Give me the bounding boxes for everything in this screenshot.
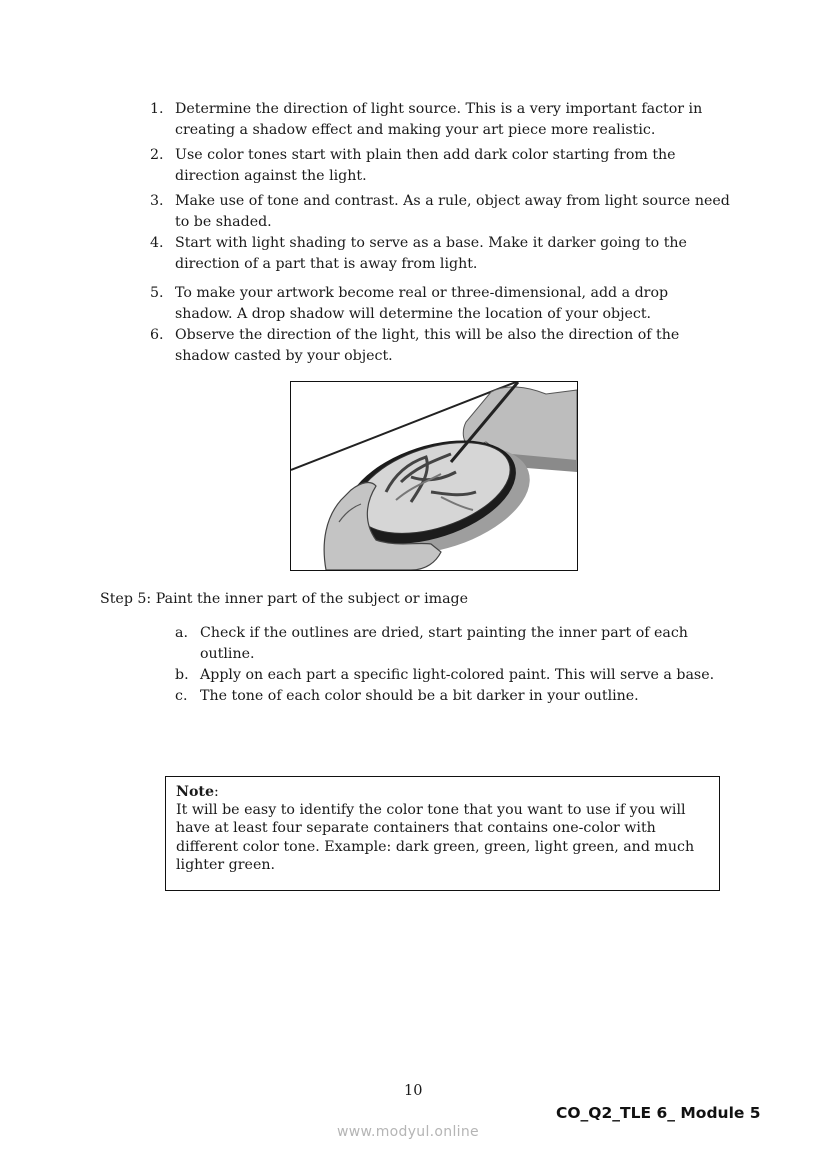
list-item-text: To make your artwork become real or three-dimensional, add a drop shadow. A drop shadow will determine the location of your object. [175,285,669,322]
list-item [150,99,730,140]
page-number: 10 [404,1083,423,1099]
list-item [150,283,730,324]
list-marker: a. [175,625,188,641]
list-item [175,623,735,664]
list-item [150,191,730,232]
note-heading [176,783,713,801]
list-marker: 3. [150,193,164,209]
list-item [175,686,735,707]
list-item-text: Use color tones start with plain then add dark color starting from the direction against the light. [175,147,676,184]
list-item [150,325,730,366]
list-item-text: Observe the direction of the light, this will be also the direction of the shadow casted by your object. [175,327,680,364]
painting-illustration [290,381,578,571]
list-item [150,233,730,274]
list-item-text: Check if the outlines are dried, start painting the inner part of each outline. [200,625,688,662]
watermark: www.modyul.online [337,1124,479,1140]
step-5-substeps-list [175,623,735,707]
list-item-text: The tone of each color should be a bit darker in your outline. [200,687,639,704]
list-marker: 4. [150,235,164,251]
list-marker: b. [175,666,189,683]
note-title: Note [176,784,215,800]
step-5-heading: Step 5: Paint the inner part of the subject or image [100,591,469,607]
list-item-text: Start with light shading to serve as a base. Make it darker going to the direction of a part that is away from light. [175,235,687,272]
list-item-text: Make use of tone and contrast. As a rule, object away from light source need to be shaded. [175,193,730,230]
module-code: CO_Q2_TLE 6_ Module 5 [556,1104,761,1122]
list-marker: c. [175,687,188,704]
note-box [165,776,720,891]
list-item [150,145,730,186]
note-title-colon: : [214,784,219,800]
numbered-instructions-list [150,99,730,371]
list-item [175,665,735,686]
painting-illustration-graphic [291,382,577,570]
list-marker: 2. [150,147,164,163]
list-item-text: Determine the direction of light source. This is a very important factor in creating a shadow effect and making your art piece more realistic. [175,101,703,138]
note-body: It will be easy to identify the color tone that you want to use if you will have at least four separate containers that contains one-color with different color tone. Example: dark green, green, light green, and much lighter green. [176,802,695,873]
list-item-text: Apply on each part a specific light-colored paint. This will serve a base. [200,666,715,683]
list-marker: 1. [150,101,164,117]
list-marker: 6. [150,327,164,343]
list-marker: 5. [150,285,164,301]
